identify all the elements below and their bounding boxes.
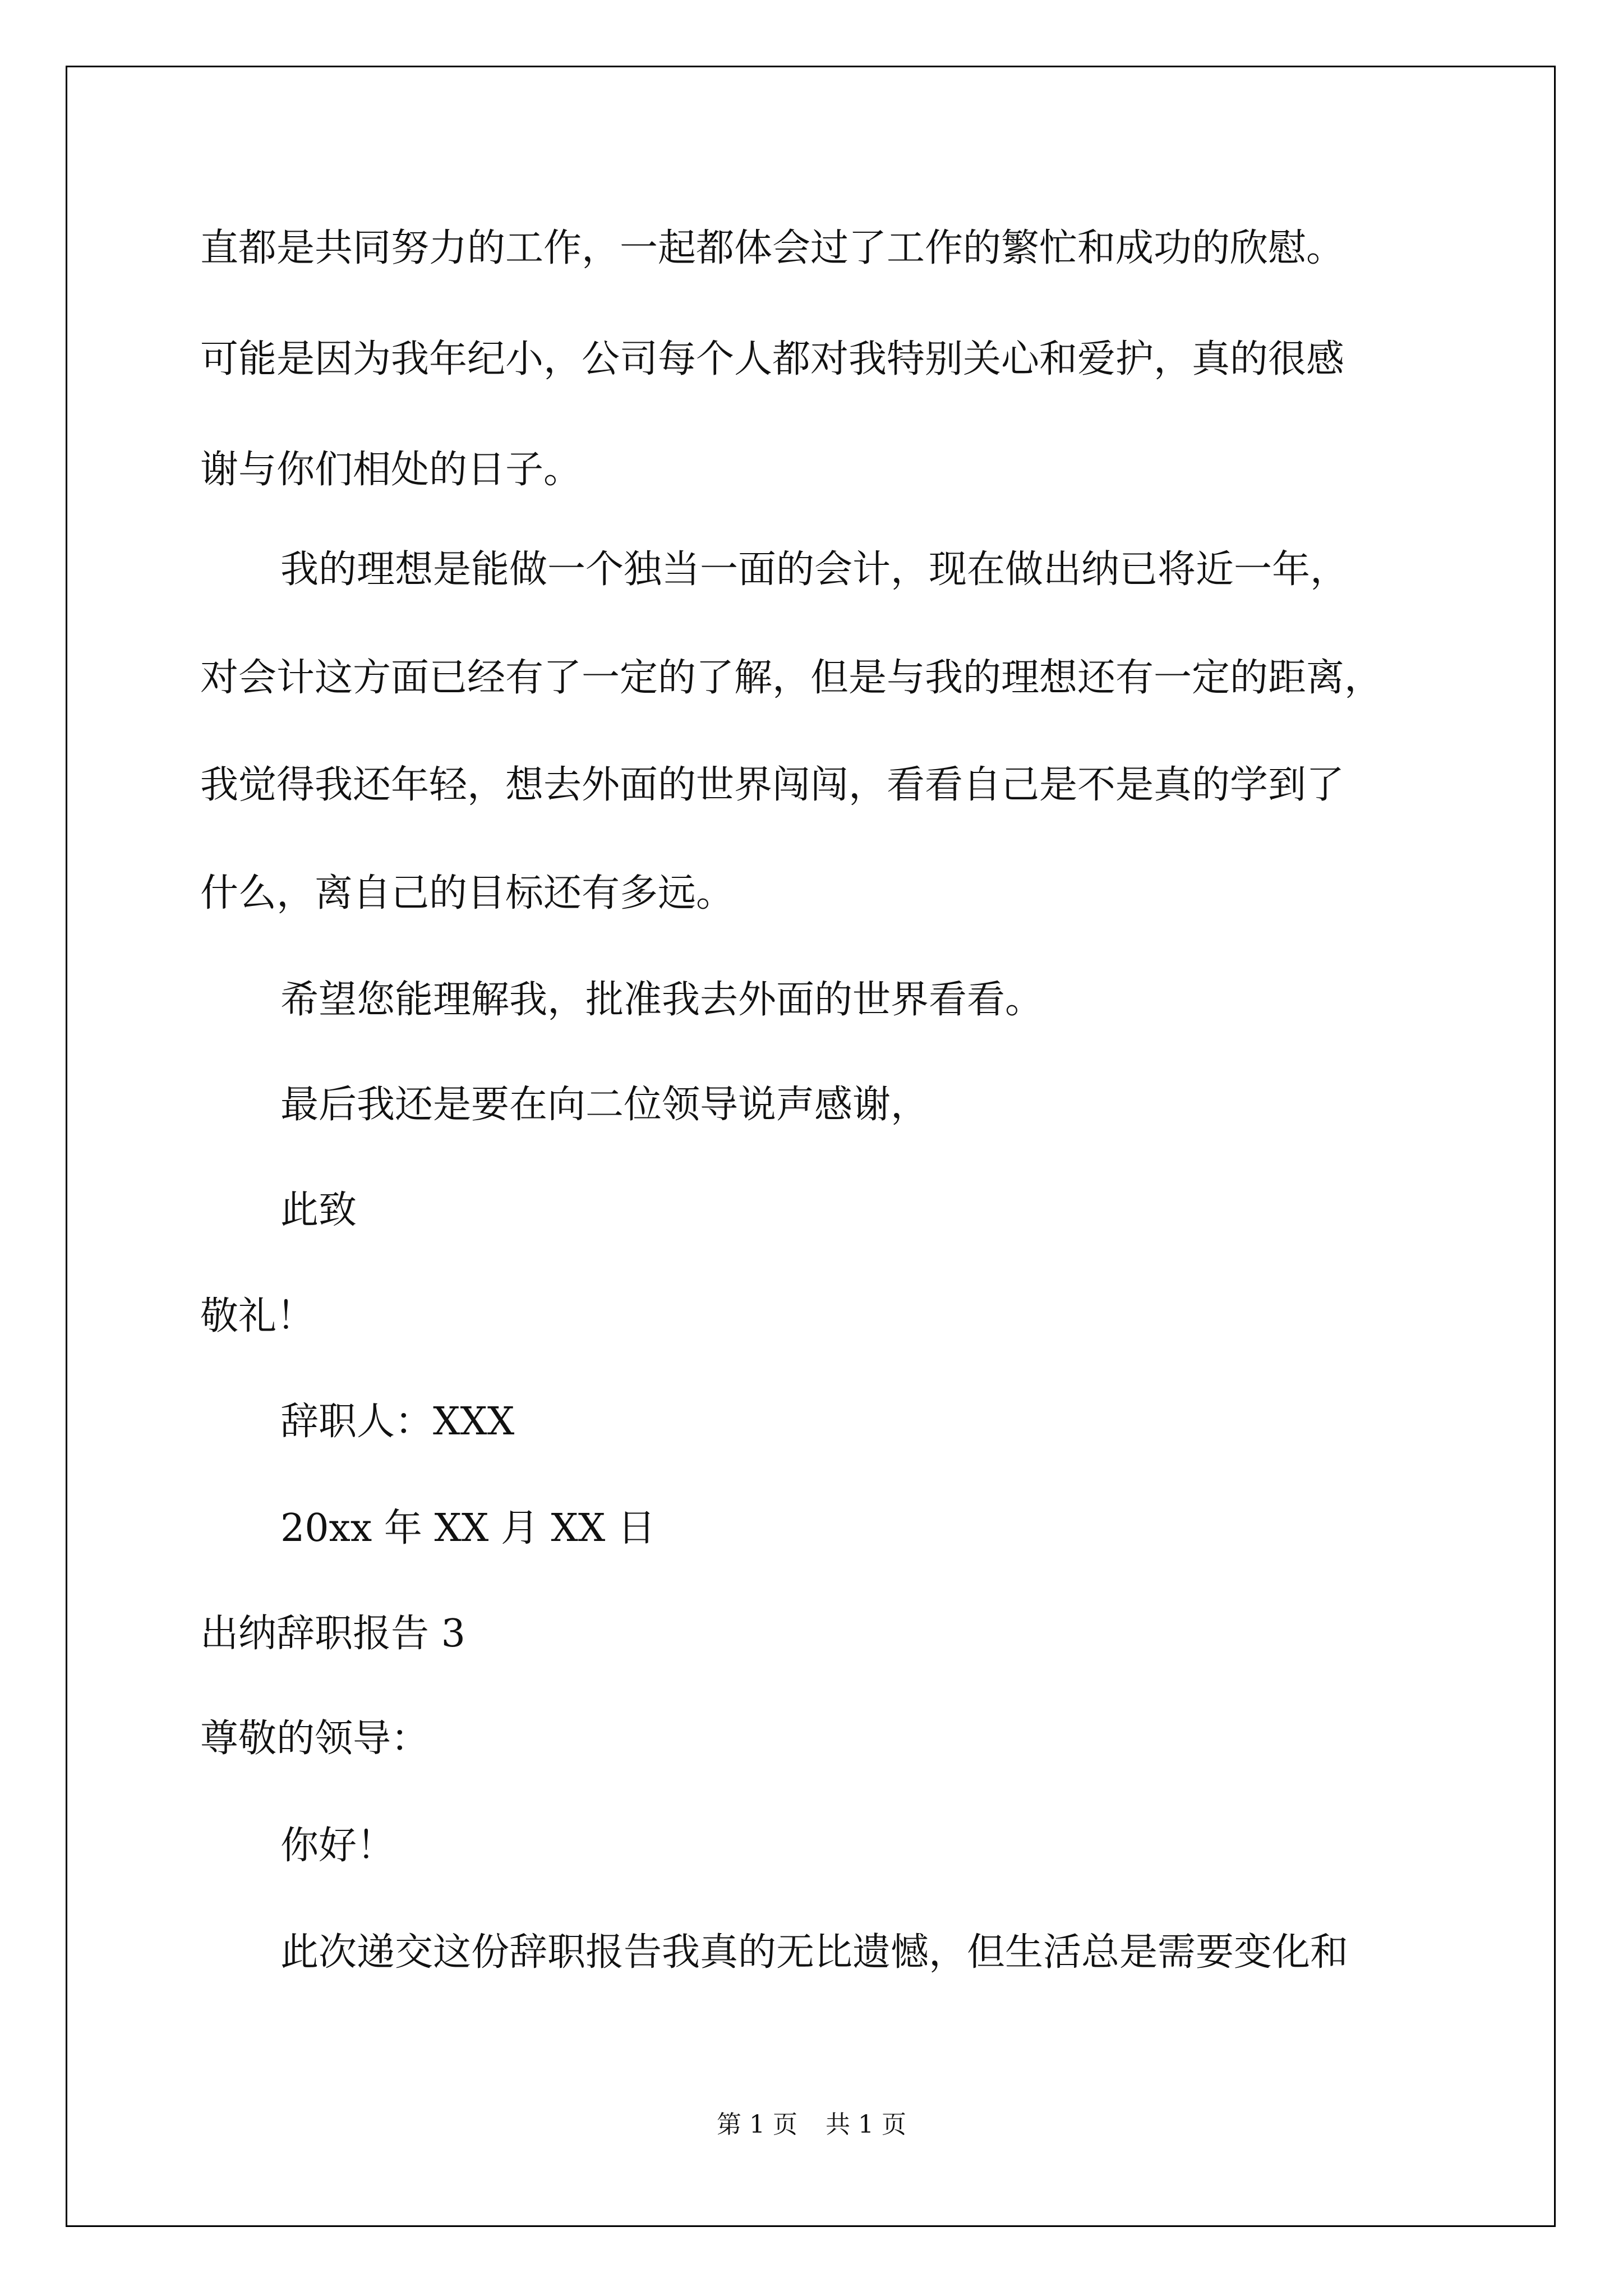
section-title: 出纳辞职报告 3: [200, 1612, 465, 1656]
body-line-7: 什么，离自己的目标还有多远。: [200, 871, 735, 915]
body-line-1: 直都是共同努力的工作，一起都体会过了工作的繁忙和成功的欣慰。: [200, 226, 1345, 270]
page-number: 第 1 页: [717, 2110, 797, 2139]
page-footer: [0, 2108, 1623, 2142]
body-line-4: 我的理想是能做一个独当一面的会计，现在做出纳已将近一年，: [280, 547, 1349, 592]
hello-line: 你好！: [280, 1824, 395, 1868]
closing-salutation: 此致: [280, 1188, 357, 1232]
greeting-line: 尊敬的领导：: [200, 1717, 430, 1761]
body-line-2: 可能是因为我年纪小，公司每个人都对我特别关心和爱护，真的很感: [200, 337, 1345, 381]
page-frame: [66, 66, 1556, 2227]
body-line-6: 我觉得我还年轻，想去外面的世界闯闯，看看自己是不是真的学到了: [200, 763, 1345, 807]
body-line-5: 对会计这方面已经有了一定的了解，但是与我的理想还有一定的距离，: [200, 656, 1383, 700]
body-line-9: 最后我还是要在向二位领导说声感谢，: [280, 1083, 929, 1127]
page-total: 共 1 页: [826, 2110, 906, 2139]
signature-line: 辞职人：XXX: [280, 1400, 515, 1444]
body-line-last: 此次递交这份辞职报告我真的无比遗憾，但生活总是需要变化和: [280, 1930, 1349, 1975]
body-line-8: 希望您能理解我，批准我去外面的世界看看。: [280, 978, 1044, 1022]
date-line: 20xx 年 XX 月 XX 日: [280, 1506, 656, 1550]
body-line-3: 谢与你们相处的日子。: [200, 448, 582, 492]
closing-regards: 敬礼！: [200, 1294, 315, 1338]
